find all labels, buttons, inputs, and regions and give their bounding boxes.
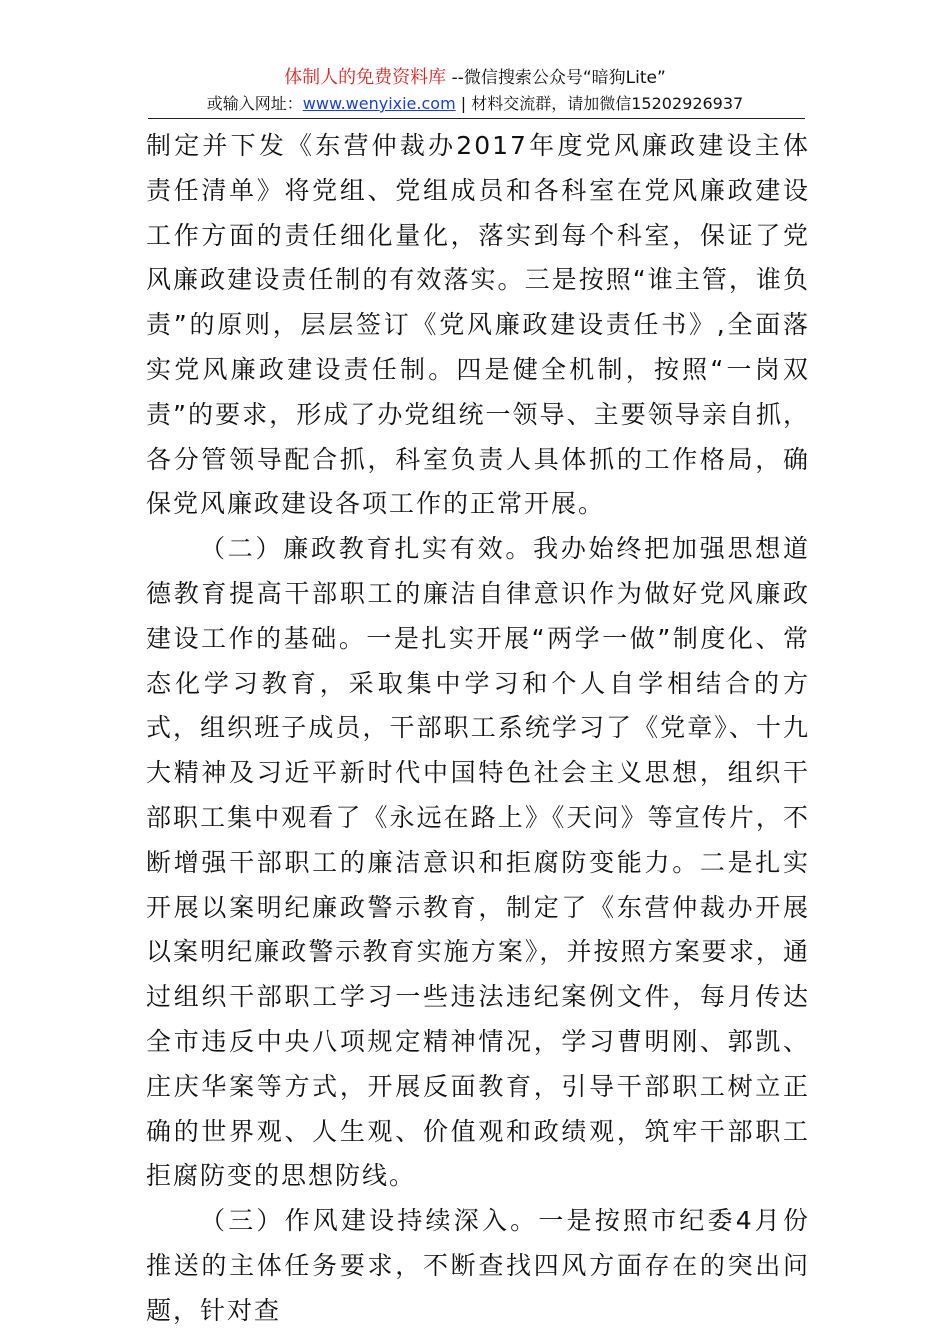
document-header	[0, 66, 950, 115]
header-subtitle: --微信搜索公众号“暗狗Lite”	[451, 68, 666, 88]
document-body	[146, 124, 810, 1334]
paragraph-3: （三）作风建设持续深入。一是按照市纪委4月份推送的主体任务要求，不断查找四风方面存在的突出问题，针对查	[146, 1206, 810, 1325]
header-line-2	[0, 93, 950, 115]
paragraph-1: 制定并下发《东营仲裁办2017年度党风廉政建设主体责任清单》将党组、党组成员和各科室在党风廉政建设工作方面的责任细化量化，落实到每个科室，保证了党风廉政建设责任制的有效落实。三是按照“谁主管，谁负责”的原则，层层签订《党风廉政建设责任书》,全面落实党风廉政建设责任制。四是健全机制，按照“一岗双责”的要求，形成了办党组统一领导、主要领导亲自抓，各分管领导配合抓，科室负责人具体抓的工作格局，确保党风廉政建设各项工作的正常开展。	[146, 131, 810, 519]
contact-info: 材料交流群，请加微信15202926937	[471, 94, 744, 113]
url-prefix: 或输入网址：	[206, 94, 303, 113]
header-divider	[148, 118, 805, 119]
paragraph-2: （二）廉政教育扎实有效。我办始终把加强思想道德教育提高干部职工的廉洁自律意识作为做好党风廉政建设工作的基础。一是扎实开展“两学一做”制度化、常态化学习教育，采取集中学习和个人自学相结合的方式，组织班子成员，干部职工系统学习了《党章》、十九大精神及习近平新时代中国特色社会主义思想，组织干部职工集中观看了《永远在路上》《天问》等宣传片，不断增强干部职工的廉洁意识和拒腐防变能力。二是扎实开展以案明纪廉政警示教育，制定了《东营仲裁办开展以案明纪廉政警示教育实施方案》，并按照方案要求，通过组织干部职工学习一些违法违纪案例文件，每月传达全市违反中央八项规定精神情况，学习曹明刚、郭凯、庄庆华案等方式，开展反面教育，引导干部职工树立正确的世界观、人生观、价值观和政绩观，筑牢干部职工拒腐防变的思想防线。	[146, 534, 810, 1191]
header-line-1	[0, 66, 950, 90]
website-link[interactable]: www.wenyixie.com	[302, 94, 456, 113]
header-separator: |	[460, 94, 467, 113]
brand-title: 体制人的免费资料库	[284, 67, 447, 88]
